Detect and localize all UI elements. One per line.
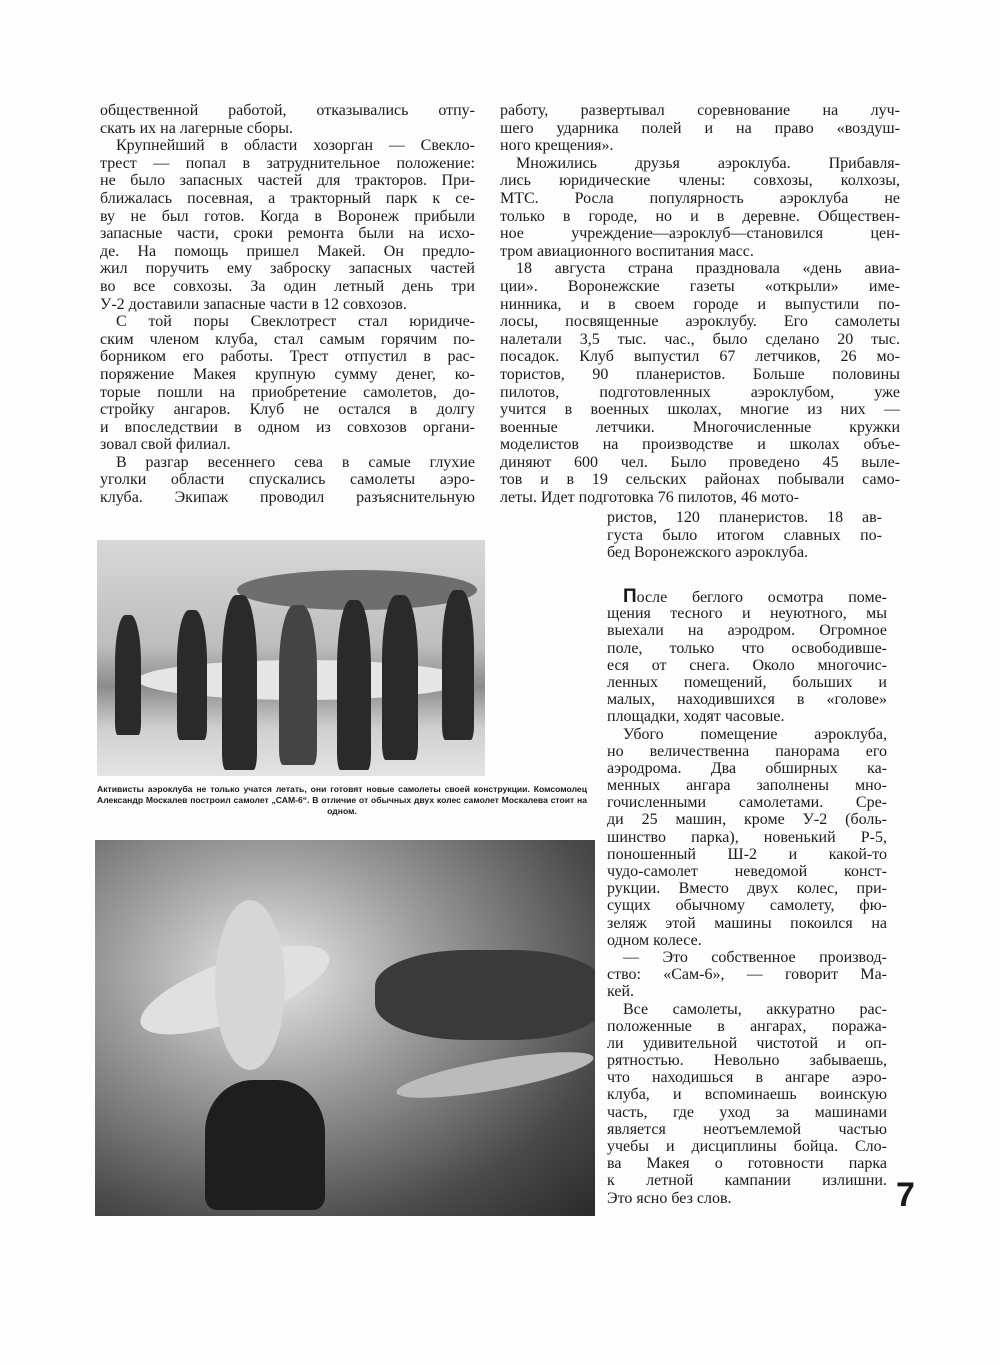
- text-line: положенные в ангарах, поража-: [607, 1017, 887, 1035]
- text-line: торые пошли на приобретение самолетов, до-: [100, 383, 475, 401]
- text-line: но величественна панорама его: [607, 742, 887, 760]
- text-line: ленных помещений, больших и: [607, 673, 887, 691]
- text-line: щения тесного и неуютного, мы: [607, 605, 887, 623]
- photo-mechanics-in-hangar: [95, 840, 595, 1216]
- text-line: чудо-самолет неведомой конст-: [607, 863, 887, 880]
- text-line: учится в военных школах, многие из них —: [500, 401, 900, 419]
- text-line: что находишься в ангаре аэро-: [607, 1069, 887, 1087]
- text-line: Убого помещение аэроклуба,: [623, 725, 887, 743]
- text-line: ли удивительной чистотой и оп-: [607, 1034, 887, 1052]
- drop-cap: П: [623, 586, 637, 607]
- text-line: работу, развертывал соревнование на луч-: [500, 102, 900, 119]
- text-line: клуба, и вспоминаешь воинскую: [607, 1086, 887, 1104]
- left-text-column: [100, 102, 475, 507]
- text-line: ции». Воронежские газеты «открыли» име-: [500, 277, 900, 295]
- text-line: не было запасных частей для тракторов. При-: [100, 172, 475, 190]
- text-line: зеляж этой машины покоился на: [607, 914, 887, 932]
- text-line: моделистов на производстве и школах объе-: [500, 436, 900, 454]
- text-line: ближалась посевная, а тракторный парк к се-: [100, 189, 475, 207]
- text-line: ного крещения».: [500, 137, 614, 155]
- text-line: рятностью. Невольно забываешь,: [607, 1052, 887, 1070]
- page-number: 7: [896, 1176, 915, 1214]
- right-text-column: [500, 102, 900, 507]
- text-line: поряжение Макея крупную сумму денег, ко-: [100, 365, 475, 383]
- right-column-continuation: [607, 509, 882, 562]
- text-line: лись юридические члены: совхозы, колхозы,: [500, 172, 900, 190]
- text-line: сущих обычному самолету, фю-: [607, 897, 887, 915]
- text-line: уголки области спускались самолеты аэро-: [100, 471, 475, 489]
- text-line: У-2 доставили запасные части в 12 совхозов.: [100, 295, 407, 313]
- text-line: трест — попал в затруднительное положение:: [100, 154, 475, 172]
- text-line: стройку ангаров. Клуб не остался в долгу: [100, 401, 475, 419]
- text-line: учебы и дисциплины бойца. Сло-: [607, 1138, 887, 1155]
- text-line: 18 августа страна праздновала «день авиа-: [516, 260, 900, 278]
- text-line: — Это собственное производ-: [623, 948, 887, 966]
- text-line: одном колесе.: [607, 931, 702, 949]
- text-line: запасные части, сроки ремонта были на исхо-: [100, 225, 475, 243]
- text-line: и впоследствии в одном из совхозов органи-: [100, 418, 475, 436]
- text-line: тов и в 19 сельских районах побывали само-: [500, 471, 900, 489]
- text-line: МТС. Росла популярность аэроклуба не: [500, 189, 900, 207]
- text-line: лосы, посвященные аэроклубу. Его самолеты: [500, 313, 900, 331]
- text-line: шинство парка), новенький Р-5,: [607, 828, 887, 846]
- text-line: [607, 588, 887, 605]
- text-line: Крупнейший в области хозорган — Свекло-: [116, 137, 475, 155]
- text-line: В разгар весеннего сева в самые глухие: [116, 453, 475, 471]
- text-line: Все самолеты, аккуратно рас-: [623, 1000, 887, 1018]
- text-line: нинника, и в своем городе и выпустили по-: [500, 295, 900, 313]
- text-line: является неотъемлемой частью: [607, 1120, 887, 1138]
- text-line: гочисленными самолетами. Сре-: [607, 794, 887, 812]
- text-line: ва Макея о готовности парка: [607, 1155, 887, 1173]
- text-line: Множились друзья аэроклуба. Прибавля-: [516, 154, 900, 172]
- text-line: скать их на лагерные сборы.: [100, 119, 293, 137]
- text-line: ство: «Сам-6», — говорит Ма-: [607, 966, 887, 984]
- text-line: только в городе, но и в деревне. Обществен-: [500, 207, 900, 225]
- text-line: ное учреждение—аэроклуб—становился цен-: [500, 225, 900, 243]
- text-line: тористов, 90 планеристов. Больше половины: [500, 365, 900, 383]
- text-line: общественной работой, отказывались отпу-: [100, 102, 475, 119]
- photo-caption: Активисты аэроклуба не только учатся летать, они готовят новые самолеты своей конструкции. Комсомолец Александр Москалев построил самолет „САМ-6“. В отличие от обычных двух колес самолет Москалева стоит на одном.: [97, 784, 587, 816]
- text-line: диняют 600 чел. Было проведено 45 выле-: [500, 453, 900, 471]
- text-line: площадки, ходят часовые.: [607, 708, 785, 726]
- text-line: выехали на аэродром. Огромное: [607, 622, 887, 640]
- text-line: клуба. Экипаж проводил разъяснительную: [100, 489, 475, 507]
- text-line: шего ударника полей и на право «воздуш-: [500, 119, 900, 137]
- text-line: С той поры Свеклотрест стал юридиче-: [116, 313, 475, 331]
- text-line: густа было итогом славных по-: [607, 526, 882, 544]
- text-line: военные летчики. Многочисленные кружки: [500, 418, 900, 436]
- text-line: борником его работы. Трест отпустил в рас-: [100, 348, 475, 366]
- text-line: бед Воронежского аэроклуба.: [607, 544, 809, 562]
- text-line: менных ангара заполнены мно-: [607, 777, 887, 795]
- text-line: ву не был готов. Когда в Воронеж прибыли: [100, 207, 475, 225]
- text-line: малых, находившихся в «голове»: [607, 691, 887, 709]
- photo-aeroclub-members-with-plane: [97, 540, 485, 776]
- text-line: ди 25 машин, кроме У-2 (боль-: [607, 811, 887, 829]
- text-line: часть, где уход за машинами: [607, 1103, 887, 1121]
- text-line: де. На помощь пришел Макей. Он предло-: [100, 242, 475, 260]
- text-line: ристов, 120 планеристов. 18 ав-: [607, 509, 882, 526]
- text-line: кей.: [607, 983, 635, 1001]
- text-line: Это ясно без слов.: [607, 1189, 732, 1207]
- text-line: ским членом клуба, стал самым горячим по-: [100, 330, 475, 348]
- text-line-rest: осле беглого осмотра поме-: [636, 589, 887, 606]
- text-line: жил поручить ему заброску запасных частей: [100, 260, 475, 278]
- text-line: во все совхозы. За один летный день три: [100, 277, 475, 295]
- text-line: посадок. Клуб выпустил 67 летчиков, 26 мо-: [500, 348, 900, 366]
- text-line: тром авиационного воспитания масс.: [500, 242, 754, 260]
- text-line: леты. Идет подготовка 76 пилотов, 46 мото-: [500, 489, 800, 507]
- text-line: поношенный Ш-2 и какой-то: [607, 845, 887, 863]
- text-line: к летной кампании излишни.: [607, 1172, 887, 1190]
- text-line: рукции. Вместо двух колес, при-: [607, 880, 887, 898]
- text-line: еся от снега. Около многочис-: [607, 656, 887, 674]
- text-line: аэродрома. Два обширных ка-: [607, 759, 887, 777]
- text-line: зовал свой филиал.: [100, 436, 231, 454]
- text-line: налетали 3,5 тыс. час., было сделано 20 тыс.: [500, 330, 900, 348]
- text-line: поле, только что освободивше-: [607, 639, 887, 657]
- narrow-text-column: [607, 588, 887, 1207]
- text-line: пилотов, подготовленных аэроклубом, уже: [500, 383, 900, 401]
